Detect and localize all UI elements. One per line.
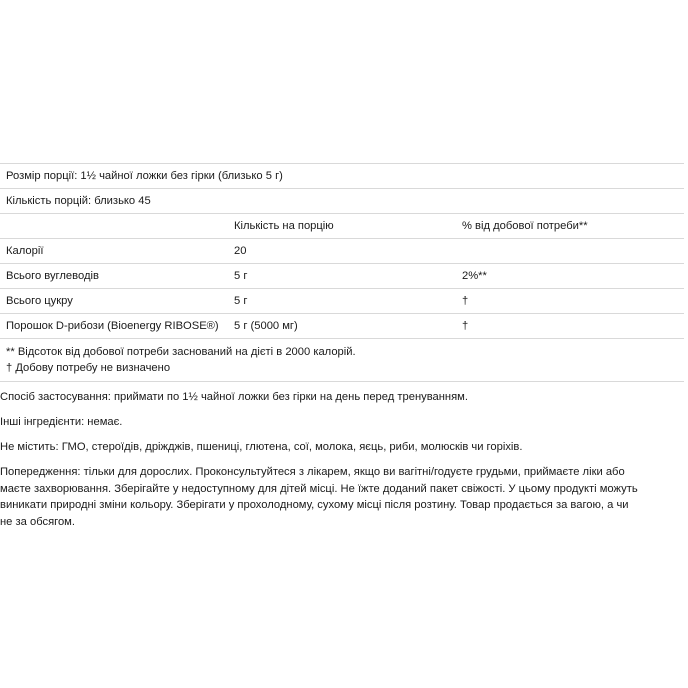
nutrient-amount: 5 г	[228, 264, 456, 289]
supplement-facts-table	[0, 163, 684, 382]
nutrient-name: Всього цукру	[0, 289, 228, 314]
servings-per-container: Кількість порцій: близько 45	[0, 189, 684, 214]
warning-line: маєте захворювання. Зберігайте у недоступному для дітей місці. Не їжте доданий пакет свіжості. У цьому продукті можуть	[0, 482, 638, 495]
footnote-not-established: † Добову потребу не визначено	[6, 362, 171, 374]
warning-line: виникати природні зміни кольору. Зберігати у прохолодному, сухому місці після розтину. Товар продається за вагою, а чи	[0, 499, 629, 511]
nutrient-name: Калорії	[0, 239, 228, 264]
table-row	[0, 314, 684, 339]
nutrient-dv: †	[456, 314, 684, 339]
other-ingredients: Інші інгредієнти: немає.	[0, 416, 123, 428]
footnotes	[0, 339, 684, 382]
header-daily-value: % від добової потреби**	[456, 214, 684, 239]
table-row	[0, 264, 684, 289]
header-empty-cell	[0, 214, 228, 239]
warning-line: Попередження: тільки для дорослих. Проконсультуйтеся з лікарем, якщо ви вагітні/годуєте грудьми, приймаєте ліки або	[0, 466, 625, 478]
servings-per-container-row	[0, 189, 684, 214]
nutrient-amount: 5 г	[228, 289, 456, 314]
nutrient-amount: 20	[228, 239, 456, 264]
nutrient-dv: 2%**	[456, 264, 684, 289]
serving-size: Розмір порції: 1½ чайної ложки без гірки (близько 5 г)	[0, 164, 684, 189]
table-row	[0, 289, 684, 314]
nutrient-name: Всього вуглеводів	[0, 264, 228, 289]
nutrient-dv	[456, 239, 684, 264]
serving-size-row	[0, 164, 684, 189]
warning-line: не за обсягом.	[0, 515, 75, 528]
table-row	[0, 239, 684, 264]
usage-directions: Спосіб застосування: приймати по 1½ чайної ложки без гірки на день перед тренуванням.	[0, 391, 468, 403]
footnote-daily-value: ** Відсоток від добової потреби заснований на дієті в 2000 калорій.	[6, 346, 356, 358]
free-of-statement: Не містить: ГМО, стероїдів, дріжджів, пшениці, глютена, сої, молока, яєць, риби, молюсків чи горіхів.	[0, 441, 523, 453]
nutrient-dv: †	[456, 289, 684, 314]
warning-paragraph	[0, 464, 680, 530]
nutrient-name: Порошок D-рибози (Bioenergy RIBOSE®)	[0, 314, 228, 339]
table-header-row	[0, 214, 684, 239]
footnotes-row	[0, 339, 684, 382]
header-amount: Кількість на порцію	[228, 214, 456, 239]
nutrient-amount: 5 г (5000 мг)	[228, 314, 456, 339]
